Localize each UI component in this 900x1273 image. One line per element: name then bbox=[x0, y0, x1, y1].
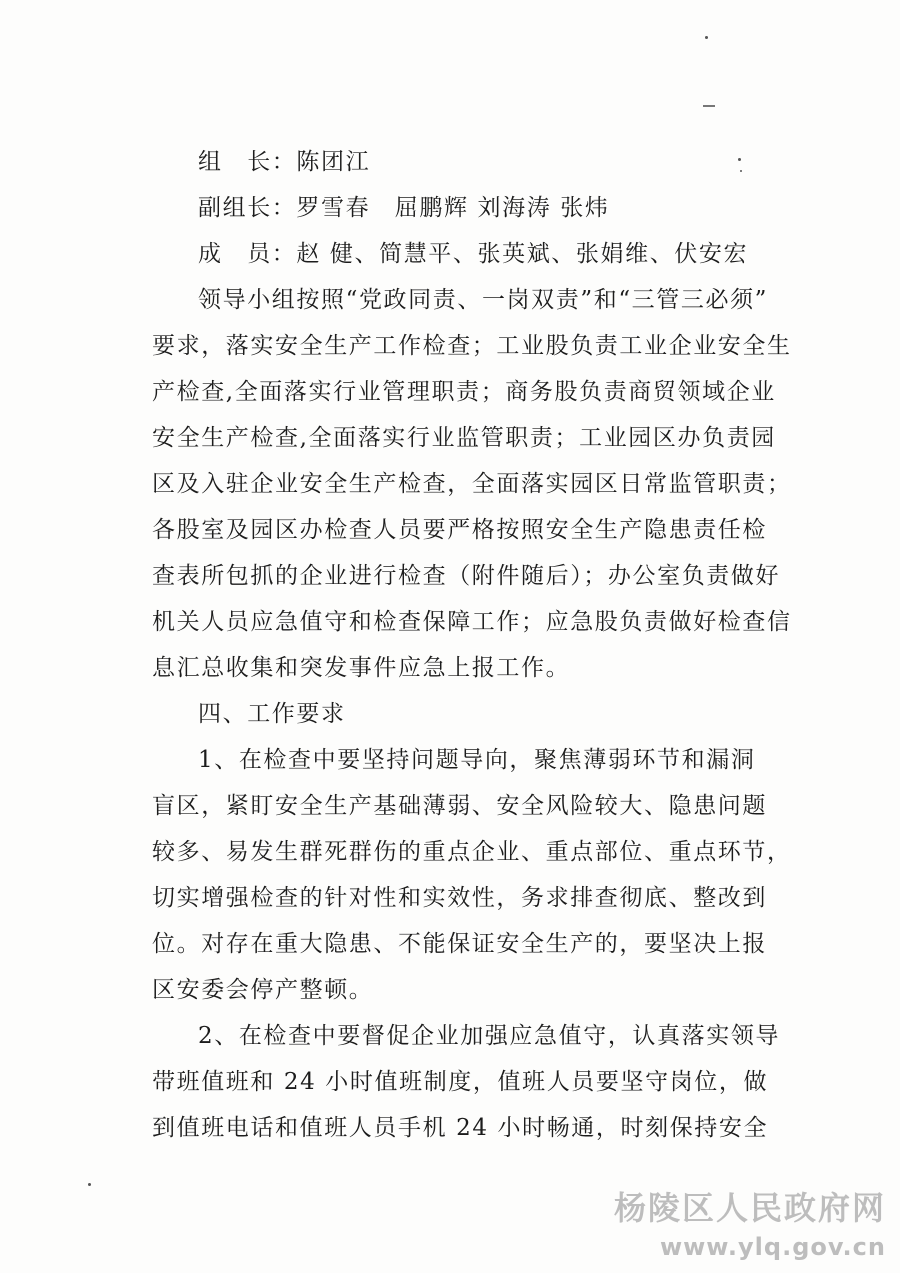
paragraph-line: 切实增强检查的针对性和实效性，务求排查彻底、整改到 bbox=[152, 885, 767, 911]
scan-mark bbox=[703, 105, 715, 107]
watermark-site-name: 杨陵区人民政府网 bbox=[613, 1189, 886, 1227]
paragraph-line: 领导小组按照“党政同责、一岗双责”和“三管三必须” bbox=[198, 287, 769, 313]
paragraph-line: 息汇总收集和突发事件应急上报工作。 bbox=[152, 655, 571, 681]
members-line: 成 员：赵 健、简慧平、张英斌、张娟维、伏安宏 bbox=[198, 241, 749, 267]
paragraph-line: 盲区，紧盯安全生产基础薄弱、安全风险较大、隐患问题 bbox=[152, 793, 767, 819]
paragraph-line: 查表所包抓的企业进行检查（附件随后）；办公室负责做好 bbox=[152, 563, 781, 589]
scan-speck bbox=[705, 36, 708, 39]
paragraph-line: 较多、易发生群死群伤的重点企业、重点部位、重点环节， bbox=[152, 839, 792, 865]
paragraph-line: 带班值班和 24 小时值班制度，值班人员要坚守岗位，做 bbox=[152, 1069, 769, 1095]
paragraph-line: 区安委会停产整顿。 bbox=[152, 977, 374, 1003]
watermark-site-url: www.ylq.gov.cn bbox=[659, 1233, 886, 1261]
paragraph-line: 区及入驻企业安全生产检查，全面落实园区日常监管职责； bbox=[152, 471, 792, 497]
paragraph-line: 安全生产检查,全面落实行业监管职责；工业园区办负责园 bbox=[152, 425, 776, 451]
paragraph-line: 到值班电话和值班人员手机 24 小时畅通，时刻保持安全 bbox=[152, 1115, 769, 1141]
paragraph-line: 位。对存在重大隐患、不能保证安全生产的，要坚决上报 bbox=[152, 931, 767, 957]
paragraph-line: 机关人员应急值守和检查保障工作；应急股负责做好检查信 bbox=[152, 609, 792, 635]
paragraph-line: 各股室及园区办检查人员要严格按照安全生产隐患责任检 bbox=[152, 517, 767, 543]
leader-line: 组 长：陈团江 bbox=[198, 149, 371, 175]
deputy-leader-line: 副组长：罗雪春 屈鹏辉 刘海涛 张炜 bbox=[198, 195, 610, 221]
paragraph-line: 1、在检查中要坚持问题导向，聚焦薄弱环节和漏洞 bbox=[198, 747, 756, 773]
paragraph-line: 产检查,全面落实行业管理职责；商务股负责商贸领域企业 bbox=[152, 379, 776, 405]
scan-speck bbox=[88, 1183, 91, 1186]
paragraph-line: 2、在检查中要督促企业加强应急值守，认真落实领导 bbox=[198, 1023, 781, 1049]
paragraph-line: 要求，落实安全生产工作检查；工业股负责工业企业安全生 bbox=[152, 333, 792, 359]
section-heading: 四、工作要求 bbox=[198, 701, 346, 727]
